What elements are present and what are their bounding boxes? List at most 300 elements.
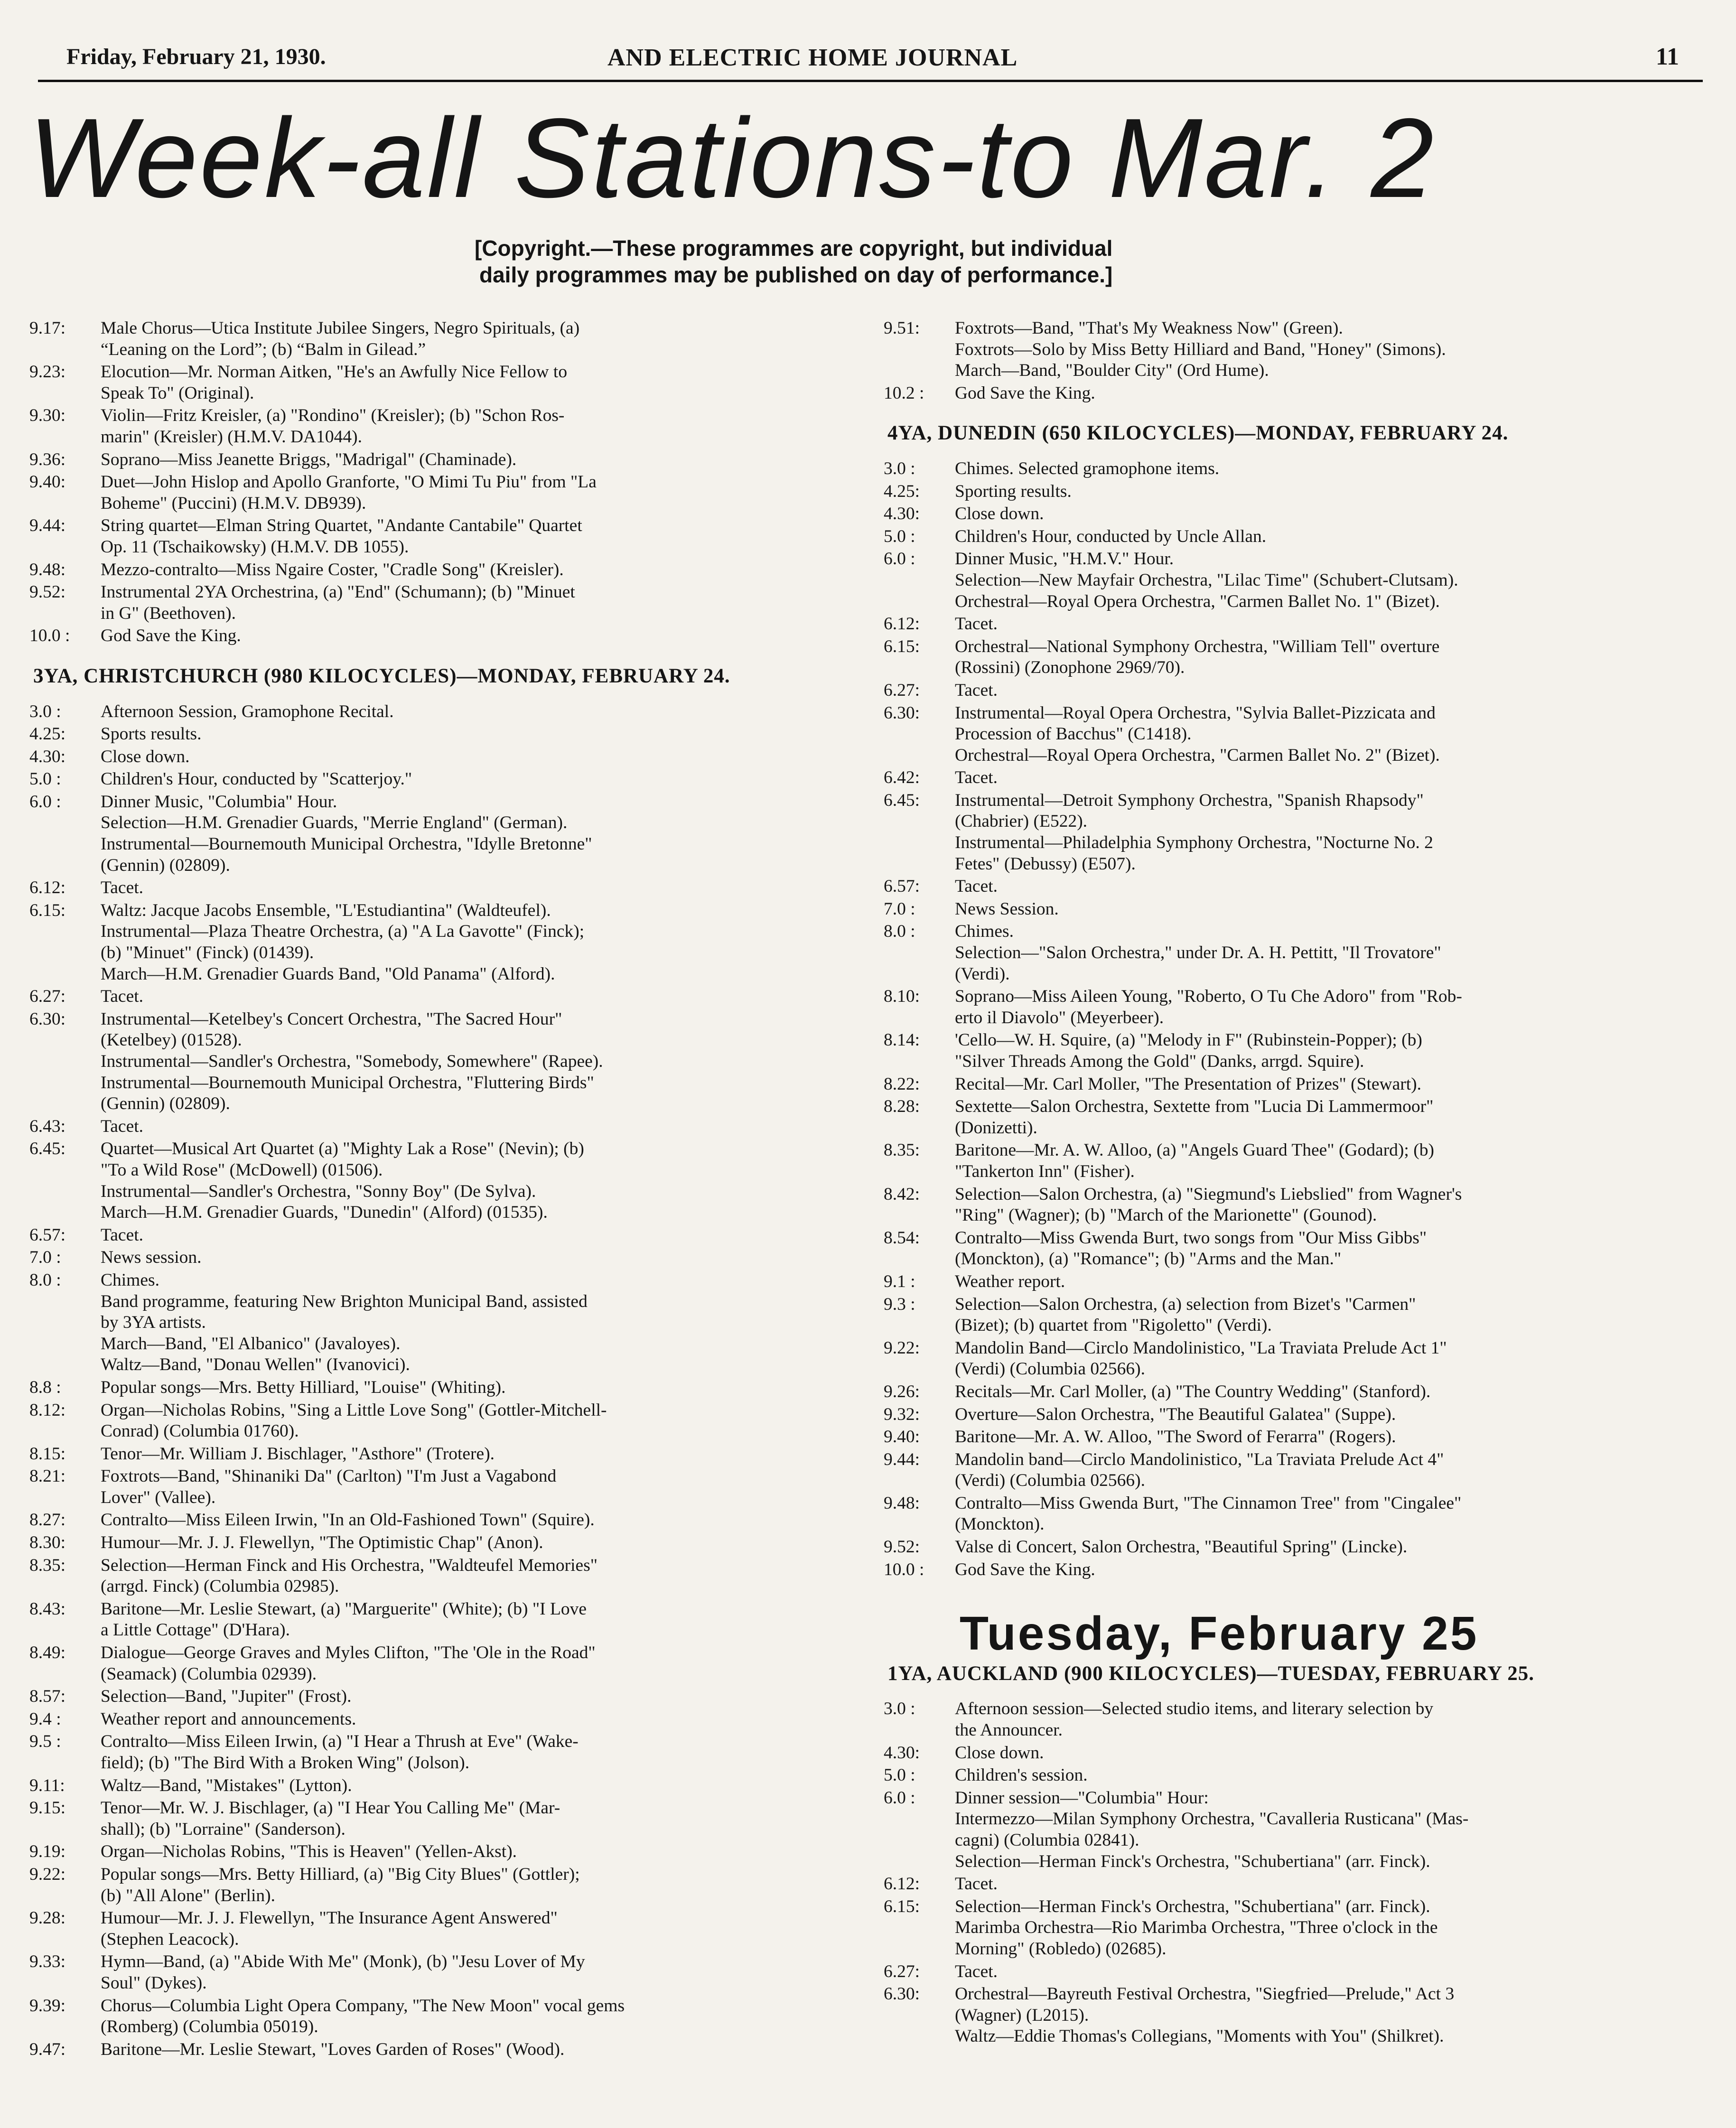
programme-entry xyxy=(884,1537,1681,1558)
programme-text: Selection—New Mayfair Orchestra, "Lilac Time" (Schubert-Clutsam). xyxy=(955,570,1458,590)
programme-text: Humour—Mr. J. J. Flewellyn, "The Insurance Agent Answered" xyxy=(101,1908,558,1928)
programme-text: Popular songs—Mrs. Betty Hilliard, "Louise" (Whiting). xyxy=(101,1377,506,1397)
programme-entry xyxy=(884,383,1681,404)
programme-text: Contralto—Miss Gwenda Burt, two songs from "Our Miss Gibbs" xyxy=(955,1228,1427,1248)
programme-time: 8.42: xyxy=(884,1184,920,1204)
programme-entry xyxy=(884,1765,1681,1786)
programme-time: 10.0 : xyxy=(884,1559,924,1579)
programme-entry xyxy=(29,582,836,624)
programme-entry xyxy=(29,1951,836,1994)
programme-text: Popular songs—Mrs. Betty Hilliard, (a) "Big City Blues" (Gottler); xyxy=(101,1864,580,1884)
programme-text: Mandolin band—Circlo Mandolinistico, "La Traviata Prelude Act 4" xyxy=(955,1449,1444,1469)
page-header xyxy=(38,33,1698,81)
programme-time: 4.30: xyxy=(884,504,920,524)
programme-time: 10.2 : xyxy=(884,383,924,403)
programme-text: March—H.M. Grenadier Guards Band, "Old Panama" (Alford). xyxy=(101,964,555,984)
programme-text: Chimes. xyxy=(955,922,1014,942)
programme-entry xyxy=(884,703,1681,766)
programme-list-4ya xyxy=(884,458,1681,1580)
programme-time: 8.8 : xyxy=(29,1377,61,1397)
programme-entry xyxy=(29,792,836,876)
programme-text: Close down. xyxy=(955,504,1044,524)
programme-text: (arrgd. Finck) (Columbia 02985). xyxy=(101,1577,339,1596)
programme-entry xyxy=(29,1775,836,1797)
programme-text: Recitals—Mr. Carl Moller, (a) "The Country Wedding" (Stanford). xyxy=(955,1381,1431,1401)
programme-entry xyxy=(884,614,1681,635)
programme-time: 8.0 : xyxy=(884,922,915,942)
programme-text: Instrumental—Bournemouth Municipal Orchestra, "Idylle Bretonne" xyxy=(101,834,592,854)
programme-time: 5.0 : xyxy=(884,526,915,546)
programme-list-3ya xyxy=(29,701,836,2061)
programme-text: Baritone—Mr. A. W. Alloo, "The Sword of Ferarra" (Rogers). xyxy=(955,1427,1396,1447)
programme-text: Selection—"Salon Orchestra," under Dr. A. H. Pettitt, "Il Trovatore" xyxy=(955,943,1441,963)
programme-text: Orchestral—Royal Opera Orchestra, "Carmen Ballet No. 2" (Bizet). xyxy=(955,745,1440,765)
programme-text: God Save the King. xyxy=(955,383,1095,403)
programme-text: (Rossini) (Zonophone 2969/70). xyxy=(955,658,1185,678)
programme-text: 'Cello—W. H. Squire, (a) "Melody in F" (Rubinstein-Popper); (b) xyxy=(955,1030,1422,1050)
programme-entry xyxy=(884,1030,1681,1072)
programme-text: marin" (Kreisler) (H.M.V. DA1044). xyxy=(101,427,362,447)
programme-text: Duet—John Hislop and Apollo Granforte, "O Mimi Tu Piu" from "La xyxy=(101,472,597,492)
programme-text: Dinner Music, "H.M.V." Hour. xyxy=(955,549,1174,569)
programme-entry xyxy=(29,1686,836,1708)
station-heading-4ya: 4YA, DUNEDIN (650 KILOCYCLES)—MONDAY, FEBRUARY 24. xyxy=(887,422,1509,445)
programme-text: Waltz—Band, "Mistakes" (Lytton). xyxy=(101,1775,352,1795)
programme-text: Fetes" (Debussy) (E507). xyxy=(955,854,1136,874)
programme-text: Tacet. xyxy=(955,768,998,788)
programme-text: Chorus—Columbia Light Opera Company, "The New Moon" vocal gems xyxy=(101,1996,625,2016)
programme-time: 5.0 : xyxy=(29,769,61,789)
programme-time: 9.40: xyxy=(29,472,66,492)
programme-text: Close down. xyxy=(955,1743,1044,1763)
copyright-notice xyxy=(475,235,1281,288)
programme-time: 9.44: xyxy=(29,516,66,536)
programme-text: Quartet—Musical Art Quartet (a) "Mighty Lak a Rose" (Nevin); (b) xyxy=(101,1139,584,1159)
programme-text: Afternoon Session, Gramophone Recital. xyxy=(101,701,394,721)
programme-text: Weather report. xyxy=(955,1271,1065,1291)
programme-text: God Save the King. xyxy=(955,1559,1095,1579)
programme-time: 4.30: xyxy=(29,747,66,766)
programme-time: 8.0 : xyxy=(29,1270,61,1290)
programme-text: Foxtrots—Band, "Shinaniki Da" (Carlton) "I'm Just a Vagabond xyxy=(101,1466,557,1486)
programme-time: 9.26: xyxy=(884,1381,920,1401)
programme-entry xyxy=(884,458,1681,480)
programme-text: Mezzo-contralto—Miss Ngaire Coster, "Cradle Song" (Kreisler). xyxy=(101,560,564,579)
programme-time: 6.27: xyxy=(29,987,66,1007)
programme-time: 9.15: xyxy=(29,1798,66,1818)
programme-text: Contralto—Miss Gwenda Burt, "The Cinnamon Tree" from "Cingalee" xyxy=(955,1493,1462,1513)
programme-text: Foxtrots—Band, "That's My Weakness Now" (Green). xyxy=(955,318,1343,338)
programme-time: 8.21: xyxy=(29,1466,66,1486)
programme-text: Morning" (Robledo) (02685). xyxy=(955,1939,1167,1959)
programme-entry xyxy=(884,986,1681,1028)
programme-text: (b) "All Alone" (Berlin). xyxy=(101,1885,276,1905)
programme-text: Conrad) (Columbia 01760). xyxy=(101,1421,299,1441)
programme-entry xyxy=(29,1798,836,1840)
programme-text: Intermezzo—Milan Symphony Orchestra, "Cavalleria Rusticana" (Mas- xyxy=(955,1809,1469,1829)
programme-entry xyxy=(29,1908,836,1950)
programme-text: Sports results. xyxy=(101,724,202,744)
programme-text: Tacet. xyxy=(101,1225,144,1245)
programme-text: Valse di Concert, Salon Orchestra, "Beautiful Spring" (Lincke). xyxy=(955,1537,1408,1557)
programme-text: Lover" (Vallee). xyxy=(101,1487,216,1507)
programme-time: 6.43: xyxy=(29,1116,66,1136)
programme-text: Elocution—Mr. Norman Aitken, "He's an Awfully Nice Fellow to xyxy=(101,362,568,382)
programme-text: Sporting results. xyxy=(955,481,1072,501)
programme-time: 6.27: xyxy=(884,1961,920,1981)
left-column xyxy=(29,318,836,2062)
programme-text: Tacet. xyxy=(955,877,998,896)
programme-text: Band programme, featuring New Brighton Municipal Band, assisted xyxy=(101,1291,588,1311)
programme-text: Selection—Band, "Jupiter" (Frost). xyxy=(101,1687,352,1707)
programme-time: 8.43: xyxy=(29,1599,66,1619)
programme-time: 8.22: xyxy=(884,1074,920,1094)
programme-entry xyxy=(884,526,1681,548)
programme-entry xyxy=(884,1381,1681,1403)
programme-text: Organ—Nicholas Robins, "This is Heaven" (Yellen-Akst). xyxy=(101,1842,517,1862)
programme-time: 6.45: xyxy=(884,790,920,810)
programme-text: Boheme" (Puccini) (H.M.V. DB939). xyxy=(101,493,366,513)
programme-entry xyxy=(29,515,836,558)
programme-time: 7.0 : xyxy=(29,1248,61,1268)
programme-list-2ya xyxy=(29,318,836,647)
programme-text: Orchestral—Bayreuth Festival Orchestra, "Siegfried—Prelude," Act 3 xyxy=(955,1984,1455,2004)
programme-entry xyxy=(29,2039,836,2061)
programme-time: 8.35: xyxy=(884,1140,920,1160)
programme-time: 6.0 : xyxy=(884,1788,915,1808)
programme-text: "Tankerton Inn" (Fisher). xyxy=(955,1161,1135,1181)
programme-time: 3.0 : xyxy=(29,701,61,721)
programme-entry xyxy=(29,769,836,790)
programme-time: 9.1 : xyxy=(884,1271,915,1291)
programme-time: 9.22: xyxy=(884,1338,920,1358)
programme-text: (Bizet); (b) quartet from "Rigoletto" (Verdi). xyxy=(955,1316,1272,1335)
programme-text: (Gennin) (02809). xyxy=(101,855,230,875)
programme-text: Waltz—Band, "Donau Wellen" (Ivanovici). xyxy=(101,1355,410,1375)
programme-text: Procession of Bacchus" (C1418). xyxy=(955,724,1192,744)
programme-time: 3.0 : xyxy=(884,1699,915,1719)
programme-time: 8.30: xyxy=(29,1533,66,1553)
programme-time: 9.28: xyxy=(29,1908,66,1928)
programme-text: Instrumental—Royal Opera Orchestra, "Sylvia Ballet-Pizzicata and xyxy=(955,703,1436,723)
programme-entry xyxy=(884,1874,1681,1895)
programme-entry xyxy=(29,1555,836,1597)
programme-time: 9.47: xyxy=(29,2039,66,2059)
page-number: 11 xyxy=(1655,43,1679,70)
programme-entry xyxy=(29,1466,836,1508)
programme-text: Baritone—Mr. Leslie Stewart, "Loves Garden of Roses" (Wood). xyxy=(101,2039,565,2059)
programme-entry xyxy=(29,986,836,1008)
programme-text: (Seamack) (Columbia 02939). xyxy=(101,1664,317,1684)
programme-text: Male Chorus—Utica Institute Jubilee Singers, Negro Spirituals, (a) xyxy=(101,318,580,338)
programme-text: Children's Hour, conducted by "Scatterjoy." xyxy=(101,769,412,789)
programme-time: 9.39: xyxy=(29,1996,66,2016)
programme-text: Organ—Nicholas Robins, "Sing a Little Love Song" (Gottler-Mitchell- xyxy=(101,1400,607,1420)
programme-entry xyxy=(29,724,836,745)
programme-entry xyxy=(29,1270,836,1376)
programme-time: 8.28: xyxy=(884,1097,920,1117)
programme-text: "Ring" (Wagner); (b) "March of the Marionette" (Gounod). xyxy=(955,1205,1377,1225)
programme-entry xyxy=(29,1643,836,1685)
programme-text: Selection—Herman Finck's Orchestra, "Schubertiana" (arr. Finck). xyxy=(955,1896,1430,1916)
programme-entry xyxy=(884,1404,1681,1426)
programme-entry xyxy=(884,481,1681,503)
programme-text: Recital—Mr. Carl Moller, "The Presentation of Prizes" (Stewart). xyxy=(955,1074,1422,1094)
programme-time: 9.52: xyxy=(29,582,66,602)
programme-text: Children's Hour, conducted by Uncle Allan. xyxy=(955,526,1267,546)
programme-text: News Session. xyxy=(955,899,1059,919)
programme-time: 9.23: xyxy=(29,362,66,382)
programme-text: shall); (b) "Lorraine" (Sanderson). xyxy=(101,1819,345,1839)
programme-time: 9.3 : xyxy=(884,1294,915,1314)
programme-time: 8.27: xyxy=(29,1510,66,1530)
programme-text: Chimes. xyxy=(101,1270,159,1290)
station-heading-3ya: 3YA, CHRISTCHURCH (980 KILOCYCLES)—MONDAY, FEBRUARY 24. xyxy=(33,664,730,687)
programme-text: (Chabrier) (E522). xyxy=(955,812,1088,831)
programme-text: Tacet. xyxy=(101,987,144,1007)
programme-time: 9.48: xyxy=(884,1493,920,1513)
programme-time: 8.35: xyxy=(29,1555,66,1575)
programme-text: Selection—Herman Finck and His Orchestra, "Waldteufel Memories" xyxy=(101,1555,598,1575)
programme-entry xyxy=(884,1984,1681,2047)
programme-text: Instrumental—Sandler's Orchestra, "Somebody, Somewhere" (Rapee). xyxy=(101,1052,603,1071)
programme-entry xyxy=(884,1140,1681,1182)
programme-time: 8.15: xyxy=(29,1444,66,1464)
programme-time: 6.30: xyxy=(29,1009,66,1029)
programme-entry xyxy=(884,1228,1681,1270)
programme-entry xyxy=(884,1294,1681,1336)
programme-time: 6.0 : xyxy=(884,549,915,569)
programme-entry xyxy=(884,1449,1681,1492)
programme-text: (Gennin) (02809). xyxy=(101,1094,230,1114)
programme-time: 8.54: xyxy=(884,1228,920,1248)
programme-time: 3.0 : xyxy=(884,458,915,478)
programme-time: 6.0 : xyxy=(29,792,61,812)
programme-entry xyxy=(29,1731,836,1773)
programme-text: Hymn—Band, (a) "Abide With Me" (Monk), (b) "Jesu Lover of My xyxy=(101,1952,585,1972)
programme-text: "Silver Threads Among the Gold" (Danks, arrgd. Squire). xyxy=(955,1052,1364,1071)
programme-text: Selection—Salon Orchestra, (a) "Siegmund's Liebslied" from Wagner's xyxy=(955,1184,1462,1204)
programme-entry xyxy=(884,1961,1681,1983)
programme-text: Marimba Orchestra—Rio Marimba Orchestra, "Three o'clock in the xyxy=(955,1918,1438,1938)
programme-time: 6.27: xyxy=(884,680,920,700)
programme-time: 8.10: xyxy=(884,987,920,1007)
programme-entry xyxy=(884,767,1681,789)
programme-entry xyxy=(29,877,836,899)
programme-text: Tenor—Mr. William J. Bischlager, "Asthore" (Trotere). xyxy=(101,1444,495,1464)
programme-entry xyxy=(29,1709,836,1730)
programme-text: Selection—Herman Finck's Orchestra, "Schubertiana" (arr. Finck). xyxy=(955,1851,1430,1871)
programme-time: 9.19: xyxy=(29,1842,66,1862)
programme-time: 9.11: xyxy=(29,1775,65,1795)
programme-entry xyxy=(884,876,1681,897)
programme-time: 6.30: xyxy=(884,703,920,723)
programme-time: 6.15: xyxy=(884,636,920,656)
programme-entry xyxy=(884,1096,1681,1139)
programme-list-2ya-cont xyxy=(884,318,1681,404)
programme-time: 6.12: xyxy=(29,878,66,898)
programme-entry xyxy=(884,1184,1681,1226)
programme-entry xyxy=(884,899,1681,920)
programme-text: Foxtrots—Solo by Miss Betty Hilliard and Band, "Honey" (Simons). xyxy=(955,339,1446,359)
programme-text: Dinner session—"Columbia" Hour: xyxy=(955,1788,1209,1808)
programme-entry xyxy=(884,1743,1681,1764)
programme-text: (Monckton), (a) "Romance"; (b) "Arms and the Man." xyxy=(955,1249,1342,1269)
programme-text: Instrumental—Bournemouth Municipal Orchestra, "Fluttering Birds" xyxy=(101,1073,594,1092)
programme-text: Waltz—Eddie Thomas's Collegians, "Moments with You" (Shilkret). xyxy=(955,2026,1444,2046)
right-column xyxy=(884,318,1681,2049)
programme-text: (Wagner) (L2015). xyxy=(955,2005,1089,2025)
programme-entry xyxy=(29,1009,836,1115)
programme-text: Chimes. Selected gramophone items. xyxy=(955,458,1220,478)
programme-text: Instrumental—Detroit Symphony Orchestra, "Spanish Rhapsody" xyxy=(955,790,1424,810)
programme-entry xyxy=(29,747,836,768)
programme-text: Close down. xyxy=(101,747,190,766)
programme-entry xyxy=(29,560,836,581)
programme-time: 9.5 : xyxy=(29,1732,61,1752)
programme-entry xyxy=(29,701,836,723)
programme-text: Tacet. xyxy=(955,614,998,634)
programme-time: 4.25: xyxy=(884,481,920,501)
programme-text: Selection—Salon Orchestra, (a) selection from Bizet's "Carmen" xyxy=(955,1294,1416,1314)
programme-text: (Ketelbey) (01528). xyxy=(101,1030,242,1050)
programme-time: 10.0 : xyxy=(29,626,70,646)
programme-text: Sextette—Salon Orchestra, Sextette from "Lucia Di Lammermoor" xyxy=(955,1097,1434,1117)
programme-text: Mandolin Band—Circlo Mandolinistico, "La Traviata Prelude Act 1" xyxy=(955,1338,1447,1358)
programme-entry xyxy=(884,549,1681,612)
programme-entry xyxy=(29,1532,836,1554)
programme-time: 9.36: xyxy=(29,449,66,469)
programme-time: 6.30: xyxy=(884,1984,920,2004)
programme-text: Children's session. xyxy=(955,1765,1088,1785)
programme-entry xyxy=(29,1377,836,1399)
programme-text: Violin—Fritz Kreisler, (a) "Rondino" (Kreisler); (b) "Schon Ros- xyxy=(101,406,565,426)
programme-entry xyxy=(884,921,1681,985)
programme-text: Orchestral—National Symphony Orchestra, "William Tell" overture xyxy=(955,636,1440,656)
programme-text: Tacet. xyxy=(955,1961,998,1981)
programme-text: the Announcer. xyxy=(955,1720,1063,1740)
programme-text: field); (b) "The Bird With a Broken Wing" (Jolson). xyxy=(101,1753,470,1773)
programme-text: (Stephen Leacock). xyxy=(101,1929,239,1949)
programme-text: String quartet—Elman String Quartet, "Andante Cantabile" Quartet xyxy=(101,516,582,536)
programme-text: March—Band, "El Albanico" (Javaloyes). xyxy=(101,1334,401,1353)
programme-time: 4.25: xyxy=(29,724,66,744)
programme-entry xyxy=(884,318,1681,382)
programme-text: (Romberg) (Columbia 05019). xyxy=(101,2017,318,2037)
programme-entry xyxy=(29,900,836,985)
programme-text: Dinner Music, "Columbia" Hour. xyxy=(101,792,337,812)
programme-entry xyxy=(29,1510,836,1531)
programme-text: in G" (Beethoven). xyxy=(101,603,236,623)
programme-text: cagni) (Columbia 02841). xyxy=(955,1830,1139,1850)
programme-text: (Monckton). xyxy=(955,1514,1045,1534)
programme-text: "To a Wild Rose" (McDowell) (01506). xyxy=(101,1160,383,1180)
programme-text: Baritone—Mr. A. W. Alloo, (a) "Angels Guard Thee" (Godard); (b) xyxy=(955,1140,1434,1160)
programme-entry xyxy=(884,1896,1681,1960)
programme-text: Tacet. xyxy=(955,1874,998,1894)
programme-time: 9.48: xyxy=(29,560,66,579)
programme-time: 8.12: xyxy=(29,1400,66,1420)
programme-time: 7.0 : xyxy=(884,899,915,919)
programme-entry xyxy=(29,1864,836,1906)
programme-time: 9.30: xyxy=(29,406,66,426)
programme-entry xyxy=(29,1400,836,1442)
programme-text: (Verdi) (Columbia 02566). xyxy=(955,1359,1145,1379)
programme-entry xyxy=(884,1788,1681,1872)
programme-entry xyxy=(29,318,836,360)
programme-time: 6.15: xyxy=(29,900,66,920)
programme-text: Contralto—Miss Eileen Irwin, (a) "I Hear a Thrush at Eve" (Wake- xyxy=(101,1732,579,1752)
programme-time: 5.0 : xyxy=(884,1765,915,1785)
programme-text: Afternoon session—Selected studio items, and literary selection by xyxy=(955,1699,1434,1719)
programme-entry xyxy=(29,449,836,471)
programme-text: Humour—Mr. J. J. Flewellyn, "The Optimistic Chap" (Anon). xyxy=(101,1533,543,1553)
programme-text: “Leaning on the Lord”; (b) “Balm in Gilead.” xyxy=(101,339,426,359)
programme-time: 8.14: xyxy=(884,1030,920,1050)
copyright-line: [Copyright.—These programmes are copyright, but individual xyxy=(475,236,1113,261)
programme-entry xyxy=(884,790,1681,875)
copyright-line: daily programmes may be published on day of performance.] xyxy=(479,262,1113,287)
programme-entry xyxy=(884,1338,1681,1380)
programme-text: March—Band, "Boulder City" (Ord Hume). xyxy=(955,361,1269,381)
page-title: Week-all Stations-to Mar. 2 xyxy=(28,95,1436,221)
programme-time: 9.40: xyxy=(884,1427,920,1447)
programme-time: 6.12: xyxy=(884,614,920,634)
programme-time: 4.30: xyxy=(884,1743,920,1763)
day-heading: Tuesday, February 25 xyxy=(960,1607,1479,1661)
programme-list-1ya xyxy=(884,1699,1681,2047)
programme-text: Instrumental—Sandler's Orchestra, "Sonny Boy" (De Sylva). xyxy=(101,1181,536,1201)
programme-entry xyxy=(884,1559,1681,1581)
programme-entry xyxy=(29,1841,836,1863)
programme-text: Selection—H.M. Grenadier Guards, "Merrie England" (German). xyxy=(101,813,568,833)
programme-text: a Little Cottage" (D'Hara). xyxy=(101,1620,290,1640)
programme-text: Baritone—Mr. Leslie Stewart, (a) "Marguerite" (White); (b) "I Love xyxy=(101,1599,587,1619)
station-heading-1ya: 1YA, AUCKLAND (900 KILOCYCLES)—TUESDAY, FEBRUARY 25. xyxy=(887,1662,1534,1685)
programme-text: Instrumental—Philadelphia Symphony Orchestra, "Nocturne No. 2 xyxy=(955,833,1433,853)
programme-entry xyxy=(884,1074,1681,1095)
programme-entry xyxy=(884,1427,1681,1448)
programme-time: 6.12: xyxy=(884,1874,920,1894)
programme-entry xyxy=(884,636,1681,679)
programme-entry xyxy=(29,1116,836,1138)
programme-entry xyxy=(884,1699,1681,1741)
programme-entry xyxy=(884,680,1681,701)
programme-time: 9.44: xyxy=(884,1449,920,1469)
programme-entry xyxy=(29,1599,836,1641)
programme-text: March—H.M. Grenadier Guards, "Dunedin" (Alford) (01535). xyxy=(101,1203,548,1223)
programme-text: Waltz: Jacque Jacobs Ensemble, "L'Estudiantina" (Waldteufel). xyxy=(101,900,551,920)
programme-time: 9.4 : xyxy=(29,1709,61,1729)
programme-entry xyxy=(29,1225,836,1246)
programme-time: 8.57: xyxy=(29,1687,66,1707)
programme-time: 9.33: xyxy=(29,1952,66,1972)
programme-text: News session. xyxy=(101,1248,202,1268)
programme-text: (b) "Minuet" (Finck) (01439). xyxy=(101,943,314,963)
programme-time: 8.49: xyxy=(29,1643,66,1663)
programme-text: Instrumental—Plaza Theatre Orchestra, (a) "A La Gavotte" (Finck); xyxy=(101,922,585,942)
programme-time: 6.15: xyxy=(884,1896,920,1916)
programme-entry xyxy=(29,1139,836,1223)
programme-text: Contralto—Miss Eileen Irwin, "In an Old-Fashioned Town" (Squire). xyxy=(101,1510,595,1530)
programme-text: Op. 11 (Tschaikowsky) (H.M.V. DB 1055). xyxy=(101,537,409,557)
programme-time: 6.57: xyxy=(29,1225,66,1245)
programme-text: Tacet. xyxy=(101,1116,144,1136)
programme-entry xyxy=(29,625,836,647)
programme-time: 9.52: xyxy=(884,1537,920,1557)
programme-time: 9.22: xyxy=(29,1864,66,1884)
programme-entry xyxy=(29,1444,836,1465)
